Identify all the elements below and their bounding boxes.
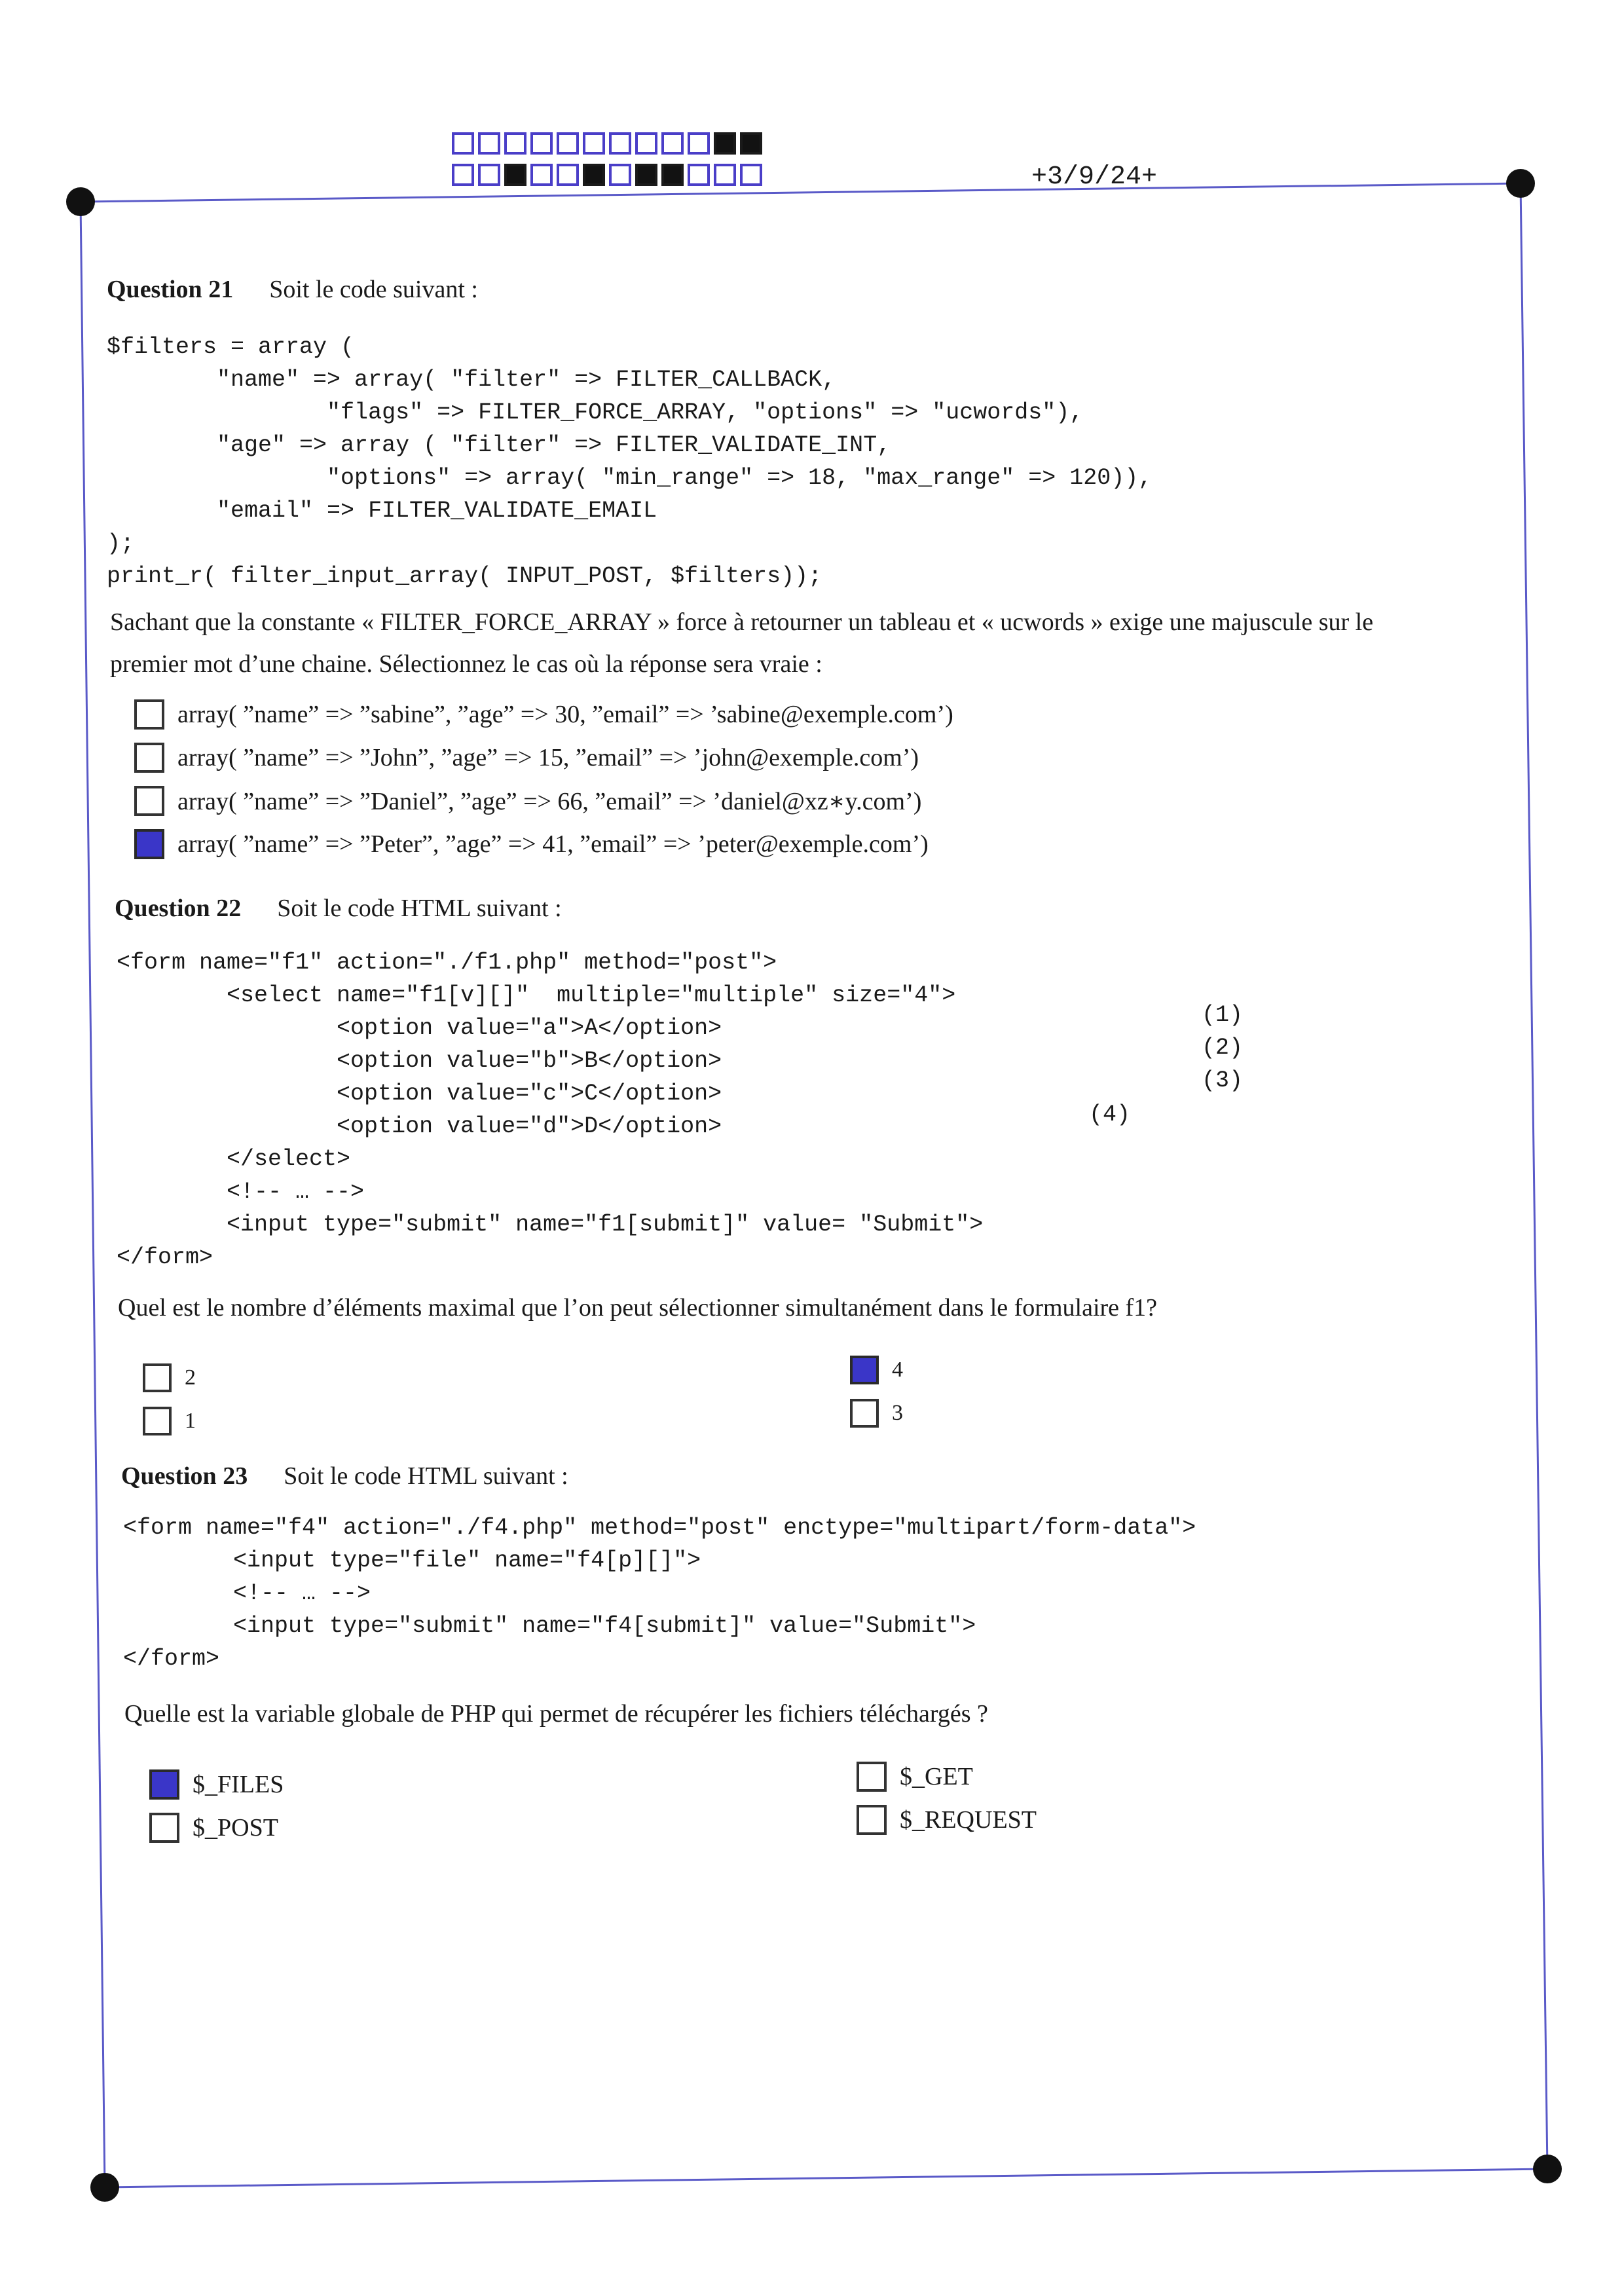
id-row-2-box — [635, 164, 657, 186]
q23-answer-get[interactable] — [857, 1762, 973, 1792]
id-box-row-1 — [452, 132, 766, 155]
q21-answer-4-checkbox[interactable] — [134, 829, 164, 859]
q22-code-line: <option value="a">A</option> — [117, 1015, 722, 1041]
id-row-2-box — [530, 164, 553, 186]
q21-question-line-2: premier mot d’une chaine. Sélectionnez le cas où la réponse sera vraie : — [110, 650, 822, 678]
q22-code-line: <option value="b">B</option> — [117, 1048, 722, 1074]
q22-answer-4[interactable] — [850, 1356, 903, 1384]
q21-code-line: "age" => array ( "filter" => FILTER_VALIDATE_INT, — [107, 432, 891, 458]
q22-code-line: </select> — [117, 1146, 351, 1172]
q21-question-line-1: Sachant que la constante « FILTER_FORCE_ARRAY » force à retourner un tableau et « ucwords » exige une majuscule sur le — [110, 608, 1374, 636]
q21-code-line: "email" => FILTER_VALIDATE_EMAIL — [107, 498, 657, 524]
q23-code-line: <form name="f4" action="./f4.php" method="post" enctype="multipart/form-data"> — [123, 1515, 1196, 1541]
id-row-2-box — [714, 164, 736, 186]
q22-title: Question 22 — [115, 895, 242, 922]
corner-dot-bottom-right — [1533, 2155, 1562, 2183]
q22-intro: Soit le code HTML suivant : — [277, 895, 562, 922]
q22-answer-3-checkbox[interactable] — [850, 1399, 879, 1428]
q23-question: Quelle est la variable globale de PHP qui permet de récupérer les fichiers téléchargés ? — [124, 1700, 988, 1728]
id-row-2-box — [583, 164, 605, 186]
q23-code-block — [123, 1511, 1196, 1675]
q23-answer-post-label: $_POST — [193, 1814, 278, 1842]
id-row-1-box — [609, 132, 631, 155]
id-row-1-box — [714, 132, 736, 155]
q23-answer-files-checkbox[interactable] — [149, 1769, 179, 1800]
id-row-2-box — [661, 164, 684, 186]
q22-answer-1-checkbox[interactable] — [143, 1407, 172, 1435]
q22-code-line: <option value="c">C</option> — [117, 1081, 722, 1107]
q22-marker-2: (2) — [1202, 1035, 1244, 1061]
q22-marker-1: (1) — [1202, 1002, 1244, 1028]
q22-answer-4-checkbox[interactable] — [850, 1356, 879, 1384]
id-row-1-box — [583, 132, 605, 155]
q22-answer-2-label: 2 — [185, 1365, 196, 1390]
page-id: +3/9/24+ — [1031, 162, 1158, 192]
q21-header — [107, 275, 478, 304]
q21-answer-3[interactable] — [134, 786, 921, 816]
q23-code-line: <input type="file" name="f4[p][]"> — [123, 1547, 701, 1574]
q23-answer-post[interactable] — [149, 1813, 278, 1843]
q21-code-line: "options" => array( "min_range" => 18, "max_range" => 120)), — [107, 465, 1153, 491]
q22-code-line: </form> — [117, 1244, 213, 1270]
q23-answer-request-label: $_REQUEST — [900, 1806, 1037, 1834]
id-row-1-box — [452, 132, 474, 155]
q22-answer-3[interactable] — [850, 1399, 903, 1428]
q22-answer-3-label: 3 — [892, 1401, 903, 1425]
q21-title: Question 21 — [107, 276, 234, 303]
q23-code-line: </form> — [123, 1646, 220, 1672]
q23-code-line: <!-- … --> — [123, 1580, 371, 1606]
q21-answer-1[interactable] — [134, 699, 953, 730]
q22-code-line: <form name="f1" action="./f1.php" method="post"> — [117, 950, 777, 976]
q21-answer-4[interactable] — [134, 829, 929, 859]
id-row-2-box — [557, 164, 579, 186]
q22-code-line: <option value="d">D</option> — [117, 1113, 722, 1139]
id-row-1-box — [688, 132, 710, 155]
q23-header — [121, 1462, 568, 1491]
q23-answer-files[interactable] — [149, 1769, 284, 1800]
q22-answer-1-label: 1 — [185, 1409, 196, 1433]
id-row-1-box — [530, 132, 553, 155]
q22-answer-2-checkbox[interactable] — [143, 1363, 172, 1392]
id-box-row-2 — [452, 164, 766, 186]
id-row-1-box — [557, 132, 579, 155]
q21-answer-2[interactable] — [134, 743, 919, 773]
corner-dot-top-right — [1506, 169, 1535, 198]
id-row-1-box — [504, 132, 526, 155]
q23-code-line: <input type="submit" name="f4[submit]" value="Submit"> — [123, 1613, 976, 1639]
q22-code-line: <input type="submit" name="f1[submit]" value= "Submit"> — [117, 1212, 984, 1238]
q21-code-line: "name" => array( "filter" => FILTER_CALLBACK, — [107, 367, 836, 393]
q23-answer-request-checkbox[interactable] — [857, 1805, 887, 1835]
q21-answer-2-label: array( ”name” => ”John”, ”age” => 15, ”email” => ’john@exemple.com’) — [177, 744, 919, 771]
id-row-2-box — [688, 164, 710, 186]
q22-marker-3: (3) — [1202, 1067, 1244, 1094]
id-row-2-box — [478, 164, 500, 186]
q22-answer-1[interactable] — [143, 1407, 196, 1435]
q21-code-line: $filters = array ( — [107, 334, 355, 360]
q21-question — [110, 601, 1518, 685]
id-row-1-box — [661, 132, 684, 155]
q21-answer-1-checkbox[interactable] — [134, 699, 164, 730]
id-row-2-box — [504, 164, 526, 186]
q22-marker-4: (4) — [1089, 1102, 1131, 1128]
q21-code-line: print_r( filter_input_array( INPUT_POST, $filters)); — [107, 563, 822, 589]
q22-answer-2[interactable] — [143, 1363, 196, 1392]
q22-code-line: <select name="f1[v][]" multiple="multiple" size="4"> — [117, 982, 956, 1009]
q23-answer-get-label: $_GET — [900, 1763, 973, 1790]
q21-code-line: "flags" => FILTER_FORCE_ARRAY, "options" => "ucwords"), — [107, 399, 1084, 426]
q23-answer-get-checkbox[interactable] — [857, 1762, 887, 1792]
q21-code-block — [107, 331, 1152, 593]
id-row-2-box — [609, 164, 631, 186]
id-row-1-box — [478, 132, 500, 155]
q23-title: Question 23 — [121, 1462, 248, 1490]
q23-answer-request[interactable] — [857, 1805, 1037, 1835]
q22-code-block — [117, 946, 983, 1274]
q21-answer-1-label: array( ”name” => ”sabine”, ”age” => 30, ”email” => ’sabine@exemple.com’) — [177, 701, 953, 728]
q23-answer-post-checkbox[interactable] — [149, 1813, 179, 1843]
q22-question: Quel est le nombre d’éléments maximal que l’on peut sélectionner simultanément dans le formulaire f1? — [118, 1294, 1158, 1322]
corner-dot-top-left — [66, 187, 95, 216]
q21-answer-3-checkbox[interactable] — [134, 786, 164, 816]
corner-dot-bottom-left — [90, 2173, 119, 2202]
id-row-2-box — [740, 164, 762, 186]
id-row-1-box — [635, 132, 657, 155]
q21-answer-2-checkbox[interactable] — [134, 743, 164, 773]
q23-answer-files-label: $_FILES — [193, 1771, 284, 1798]
q23-intro: Soit le code HTML suivant : — [284, 1462, 568, 1490]
q21-intro: Soit le code suivant : — [269, 276, 478, 303]
id-row-1-box — [740, 132, 762, 155]
q22-answer-4-label: 4 — [892, 1358, 903, 1382]
q22-code-line: <!-- … --> — [117, 1179, 365, 1205]
id-row-2-box — [452, 164, 474, 186]
q21-answer-3-label: array( ”name” => ”Daniel”, ”age” => 66, ”email” => ’daniel@xz∗y.com’) — [177, 787, 922, 815]
q21-answer-4-label: array( ”name” => ”Peter”, ”age” => 41, ”email” => ’peter@exemple.com’) — [177, 830, 929, 858]
q21-code-line: ); — [107, 530, 135, 557]
q22-header — [115, 894, 562, 923]
